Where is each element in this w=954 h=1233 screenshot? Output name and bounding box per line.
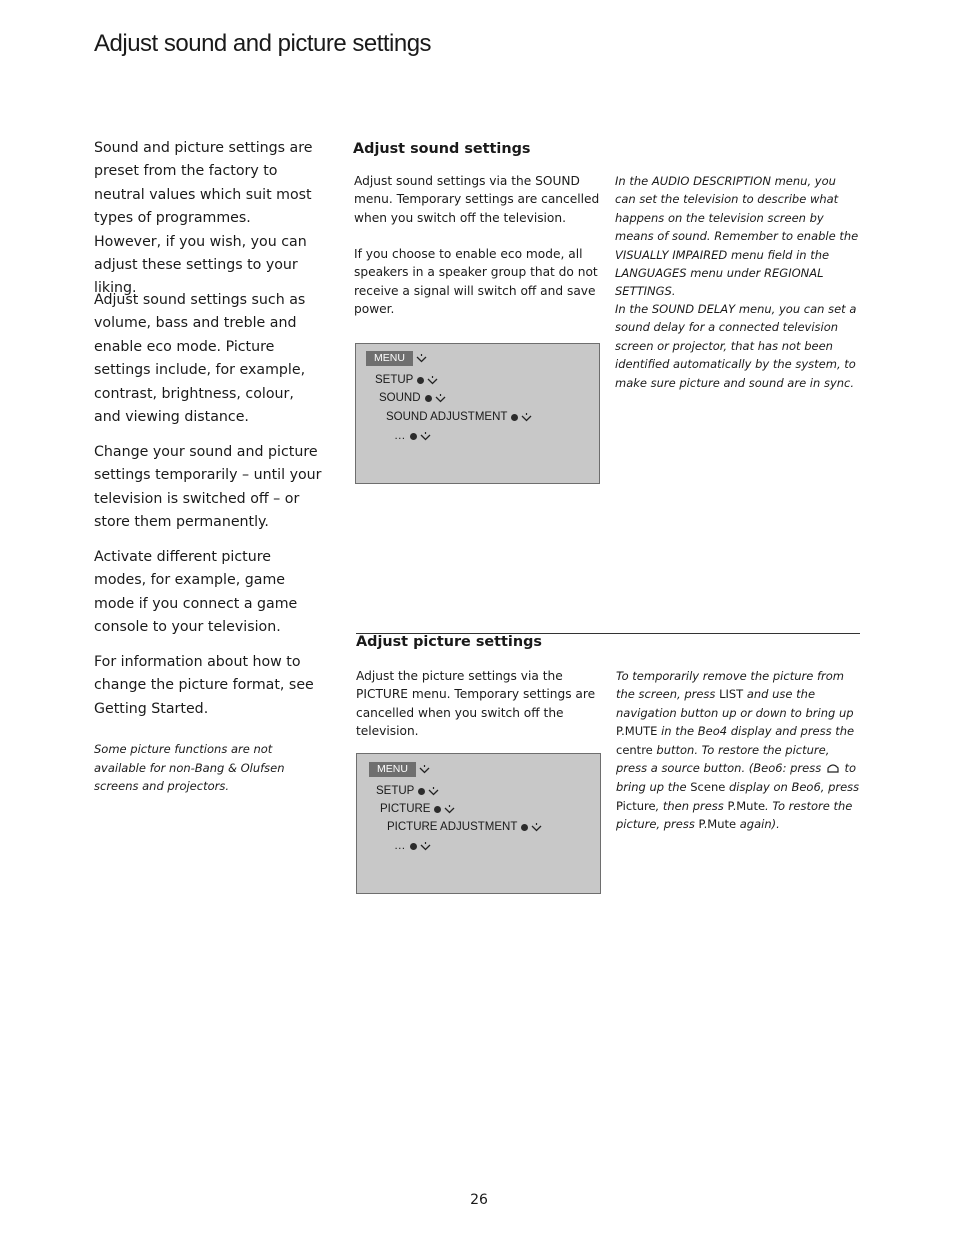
chevron-down-icon — [419, 764, 430, 775]
dot-icon — [425, 395, 432, 402]
intro-paragraph-2: Adjust sound settings such as volume, bass and treble and enable eco mode. Picture settings include, for example, contrast, brightness, colour, and viewing distance. — [94, 292, 306, 426]
menu-item-sound-adjustment: SOUND ADJUSTMENT — [386, 411, 508, 423]
menu-item-setup: SETUP — [375, 374, 414, 386]
menu-tag: MENU — [366, 351, 413, 366]
dot-icon — [418, 788, 425, 795]
sound-body-1: Adjust sound settings via the SOUND menu. Temporary settings are cancelled when you switch off the television. — [354, 174, 600, 225]
chevron-down-icon — [427, 375, 438, 386]
sound-heading: Adjust sound settings — [353, 141, 531, 157]
dot-icon — [410, 843, 417, 850]
menu-item-ellipsis: … — [394, 840, 406, 852]
intro-paragraph-5: For information about how to change the picture format, see Getting Started. — [94, 654, 314, 717]
intro-paragraph-4: Activate different picture modes, for example, game mode if you connect a game console to your television. — [94, 549, 298, 636]
menu-item-setup: SETUP — [376, 785, 415, 797]
chevron-down-icon — [531, 822, 542, 833]
menu-tag: MENU — [369, 762, 416, 777]
intro-paragraph-1: Sound and picture settings are preset from the factory to neutral values which suit most types of programmes. However, if you wish, you can adjust these settings to your liking. — [94, 140, 313, 297]
dot-icon — [521, 824, 528, 831]
chevron-down-icon — [428, 786, 439, 797]
menu-item-ellipsis: … — [394, 430, 406, 442]
intro-paragraph-3: Change your sound and picture settings temporarily – until your television is switched off – or store them permanently. — [94, 444, 322, 531]
chevron-down-icon — [420, 841, 431, 852]
home-up-icon — [827, 760, 839, 778]
intro-note: Some picture functions are not available for non-Bang & Olufsen screens and projectors. — [94, 742, 285, 793]
chevron-down-icon — [521, 412, 532, 423]
dot-icon — [410, 433, 417, 440]
chevron-down-icon — [435, 393, 446, 404]
chevron-down-icon — [444, 804, 455, 815]
picture-note: To temporarily remove the picture from the screen, press LIST and use the navigation button up or down to bring up P.MUTE in the Beo4 display and press the centre button. To restore the picture, press a source button. (Beo6: press to bring up the Scene display on Beo6, press Picture, then press P.Mute. To restore the picture, press P.Mute again). — [616, 669, 860, 832]
picture-body-1: Adjust the picture settings via the PICTURE menu. Temporary settings are cancelled when you switch off the television. — [356, 669, 596, 739]
chevron-down-icon — [416, 353, 427, 364]
sound-note-2: In the SOUND DELAY menu, you can set a sound delay for a connected television screen or projector, that has not been identified automatically by the system, to make sure picture and sound are in sync. — [615, 302, 857, 390]
menu-item-picture: PICTURE — [380, 803, 431, 815]
dot-icon — [434, 806, 441, 813]
menu-item-picture-adjustment: PICTURE ADJUSTMENT — [387, 821, 518, 833]
menu-item-sound: SOUND — [379, 392, 421, 404]
picture-menu-diagram — [356, 753, 601, 894]
sound-menu-diagram — [355, 343, 600, 484]
sound-note-1: In the AUDIO DESCRIPTION menu, you can set the television to describe what happens on the television screen by means of sound. Remember to enable the VISUALLY IMPAIRED menu field in the LANGUAGES menu under REGIONAL SETTINGS. — [615, 174, 859, 299]
page-number: 26 — [470, 1192, 488, 1208]
dot-icon — [417, 377, 424, 384]
chevron-down-icon — [420, 431, 431, 442]
picture-heading: Adjust picture settings — [356, 634, 542, 650]
dot-icon — [511, 414, 518, 421]
page-title: Adjust sound and picture settings — [94, 30, 432, 57]
sound-body-2: If you choose to enable eco mode, all speakers in a speaker group that do not receive a signal will switch off and save power. — [354, 247, 598, 317]
